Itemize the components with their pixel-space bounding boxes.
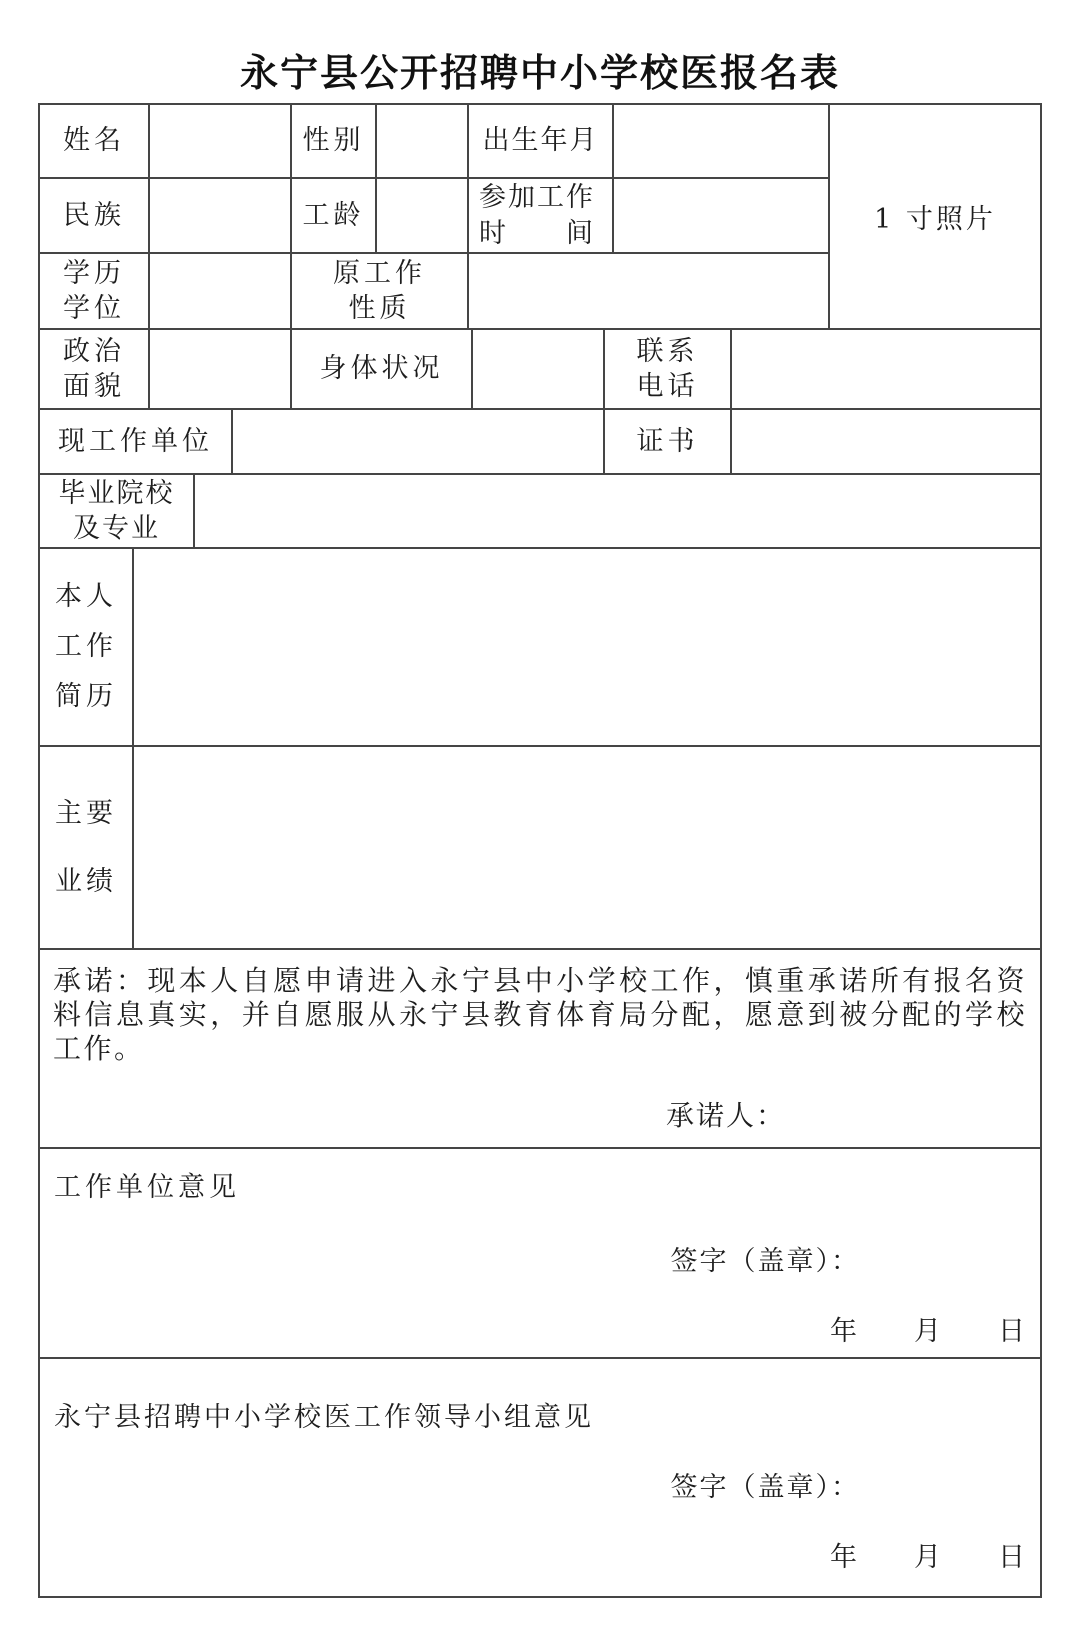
row-ethnicity-seniority-workstart — [40, 179, 828, 254]
work-start-label-line2: 时 间 — [479, 217, 595, 249]
current-employer-label: 现工作单位 — [58, 425, 213, 457]
achievements-label-line1: 主要 — [55, 798, 117, 829]
achievements-label-cell — [40, 747, 134, 948]
committee-date-label: 年 月 日 — [830, 1542, 1026, 1573]
school-major-label-line2: 及专业 — [73, 513, 160, 544]
ethnicity-label: 民族 — [63, 199, 125, 231]
commitment-text: 承诺：现本人自愿申请进入永宁县中小学校工作，慎重承诺所有报名资料信息真实，并自愿服从永宁县教育体育局分配，愿意到被分配的学校工作。 — [53, 964, 1027, 1065]
prev-job-label-line2: 性质 — [348, 293, 411, 324]
prev-job-label-line1: 原工作 — [333, 257, 426, 289]
row-education-prevjob — [40, 254, 828, 328]
work-start-field[interactable] — [614, 179, 828, 252]
work-start-label-line1: 参加工作 — [479, 182, 595, 214]
birth-date-label-cell — [469, 105, 614, 177]
prev-job-label-cell — [292, 254, 469, 328]
phone-label-cell — [605, 330, 732, 408]
row-employer-certificate — [40, 410, 1040, 475]
work-start-label-cell — [469, 179, 614, 252]
committee-sign-label: 签字（盖章）： — [670, 1472, 860, 1503]
row-school-major — [40, 475, 1040, 549]
political-label-cell — [40, 330, 150, 408]
health-label: 身体状况 — [319, 353, 444, 385]
commitment-signer-label: 承诺人： — [665, 1099, 786, 1132]
prev-job-field[interactable] — [469, 254, 828, 328]
row-achievements — [40, 747, 1040, 950]
committee-opinion-title: 永宁县招聘中小学校医工作领导小组意见 — [54, 1402, 594, 1433]
achievements-field[interactable] — [134, 747, 1040, 948]
certificate-label: 证书 — [636, 425, 699, 457]
work-years-label: 工龄 — [302, 199, 365, 231]
work-years-label-cell — [292, 179, 377, 252]
current-employer-label-cell — [40, 410, 233, 473]
name-label-cell — [40, 105, 150, 177]
birth-date-field[interactable] — [614, 105, 828, 177]
certificate-label-cell — [605, 410, 732, 473]
gender-label-cell — [292, 105, 377, 177]
resume-label-line1: 本人 — [55, 581, 117, 613]
name-label: 姓名 — [63, 125, 125, 157]
row-resume — [40, 549, 1040, 747]
school-major-field[interactable] — [195, 475, 1040, 547]
top-block — [40, 105, 1040, 330]
current-employer-field[interactable] — [233, 410, 605, 473]
row-name-gender-birth — [40, 105, 828, 179]
ethnicity-label-cell — [40, 179, 150, 252]
employer-opinion-section[interactable] — [40, 1149, 1040, 1359]
gender-label: 性别 — [302, 125, 365, 157]
resume-label-line2: 工作 — [55, 631, 117, 663]
achievements-label-line2: 业绩 — [55, 865, 117, 897]
commitment-signer-line — [666, 1094, 906, 1134]
education-label-cell — [40, 254, 150, 328]
application-form-table — [38, 103, 1042, 1598]
phone-label-line2: 电话 — [636, 371, 699, 402]
committee-opinion-section[interactable] — [40, 1359, 1040, 1596]
education-label-line1: 学历 — [63, 257, 125, 289]
row-political-health-phone — [40, 330, 1040, 410]
political-field[interactable] — [150, 330, 292, 408]
resume-label-cell — [40, 549, 134, 745]
education-label-line2: 学位 — [63, 293, 125, 324]
phone-label-line1: 联系 — [636, 335, 699, 367]
photo-placeholder-cell[interactable] — [828, 105, 1040, 328]
school-major-label-cell — [40, 475, 195, 547]
photo-placeholder-label: 1 寸照片 — [874, 204, 996, 235]
ethnicity-field[interactable] — [150, 179, 292, 252]
commitment-section — [40, 950, 1040, 1149]
name-field[interactable] — [150, 105, 292, 177]
employer-sign-label: 签字（盖章）： — [670, 1246, 860, 1277]
birth-date-label: 出生年月 — [482, 125, 599, 157]
phone-field[interactable] — [732, 330, 1040, 408]
political-label-line1: 政治 — [63, 335, 125, 367]
gender-field[interactable] — [377, 105, 469, 177]
school-major-label-line1: 毕业院校 — [58, 477, 175, 509]
education-field[interactable] — [150, 254, 292, 328]
commitment-signer-blank[interactable] — [786, 1104, 906, 1134]
resume-label-line3: 简历 — [55, 680, 117, 712]
political-label-line2: 面貌 — [63, 371, 125, 402]
employer-opinion-title: 工作单位意见 — [54, 1172, 240, 1203]
employer-date-label: 年 月 日 — [830, 1316, 1026, 1347]
health-label-cell — [292, 330, 473, 408]
resume-field[interactable] — [134, 549, 1040, 745]
health-field[interactable] — [473, 330, 605, 408]
form-title: 永宁县公开招聘中小学校医报名表 — [239, 51, 840, 95]
work-years-field[interactable] — [377, 179, 469, 252]
certificate-field[interactable] — [732, 410, 1040, 473]
